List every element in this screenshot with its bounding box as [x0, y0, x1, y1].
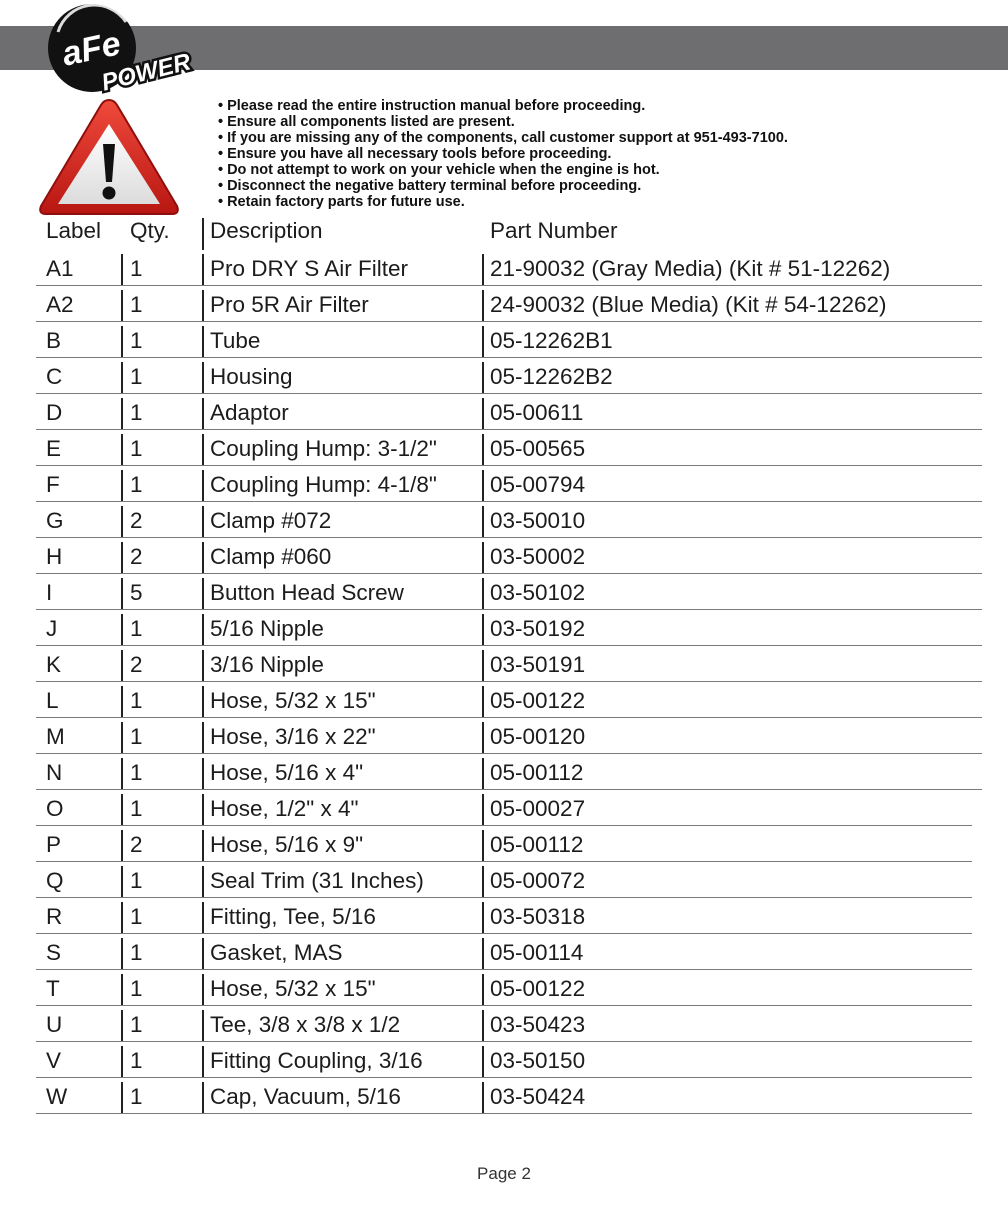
column-divider: [121, 326, 123, 357]
column-divider: [482, 902, 484, 933]
column-divider: [121, 362, 123, 393]
row-part-number: 24-90032 (Blue Media) (Kit # 54-12262): [490, 292, 887, 317]
table-row: [36, 466, 982, 502]
column-divider: [202, 794, 204, 825]
column-divider: [482, 254, 484, 285]
row-qty: 1: [130, 364, 143, 389]
row-part-number: 21-90032 (Gray Media) (Kit # 51-12262): [490, 256, 891, 281]
column-divider: [482, 470, 484, 501]
column-divider: [482, 758, 484, 789]
column-divider: [482, 542, 484, 573]
page-number: Page 2: [477, 1164, 531, 1183]
column-divider: [482, 290, 484, 321]
column-divider: [202, 542, 204, 573]
column-divider: [121, 254, 123, 285]
table-row: [36, 790, 972, 826]
row-description: Clamp #060: [210, 544, 332, 569]
row-label: A2: [46, 292, 74, 317]
column-divider: [121, 866, 123, 897]
column-divider: [482, 362, 484, 393]
table-row: [36, 646, 982, 682]
table-row: [36, 682, 982, 718]
column-divider: [202, 614, 204, 645]
row-description: Hose, 5/16 x 9": [210, 832, 364, 857]
table-row: [36, 970, 972, 1006]
table-row: [36, 1042, 972, 1078]
note-item: • Retain factory parts for future use.: [218, 194, 788, 210]
row-label: B: [46, 328, 62, 353]
row-description: Hose, 5/32 x 15": [210, 976, 376, 1001]
row-label: I: [46, 580, 53, 605]
row-qty: 1: [130, 1048, 143, 1073]
row-qty: 1: [130, 328, 143, 353]
column-divider: [121, 902, 123, 933]
column-divider: [202, 218, 204, 250]
column-divider: [482, 686, 484, 717]
row-label: Q: [46, 868, 64, 893]
row-part-number: 03-50192: [490, 616, 586, 641]
afe-power-logo: [46, 2, 196, 98]
row-part-number: 05-00565: [490, 436, 586, 461]
table-row: [36, 394, 982, 430]
column-divider: [482, 650, 484, 681]
column-divider: [482, 938, 484, 969]
column-divider: [121, 974, 123, 1005]
row-part-number: 05-00114: [490, 940, 584, 965]
row-label: W: [46, 1084, 68, 1109]
note-item: • Do not attempt to work on your vehicle when the engine is hot.: [218, 162, 788, 178]
row-label: R: [46, 904, 63, 929]
row-part-number: 03-50102: [490, 580, 586, 605]
column-divider: [121, 614, 123, 645]
column-divider: [202, 902, 204, 933]
row-qty: 2: [130, 652, 143, 677]
row-label: L: [46, 688, 59, 713]
column-divider: [121, 578, 123, 609]
row-qty: 5: [130, 580, 143, 605]
column-divider: [202, 290, 204, 321]
row-description: Hose, 3/16 x 22": [210, 724, 376, 749]
row-description: Fitting, Tee, 5/16: [210, 904, 376, 929]
column-divider: [202, 686, 204, 717]
column-divider: [202, 722, 204, 753]
column-divider: [121, 434, 123, 465]
column-divider: [482, 722, 484, 753]
safety-notes: [218, 98, 788, 210]
row-qty: 1: [130, 904, 143, 929]
row-qty: 1: [130, 868, 143, 893]
row-qty: 1: [130, 976, 143, 1001]
parts-table: [36, 214, 982, 1114]
column-divider: [482, 794, 484, 825]
row-label: D: [46, 400, 63, 425]
table-row: [36, 898, 972, 934]
column-divider: [121, 1010, 123, 1041]
column-divider: [202, 830, 204, 861]
row-label: F: [46, 472, 60, 497]
table-row: [36, 358, 982, 394]
column-divider: [202, 470, 204, 501]
row-description: Cap, Vacuum, 5/16: [210, 1084, 401, 1109]
row-description: Tee, 3/8 x 3/8 x 1/2: [210, 1012, 401, 1037]
column-divider: [121, 1046, 123, 1077]
column-divider: [482, 614, 484, 645]
column-divider: [121, 506, 123, 537]
row-part-number: 03-50002: [490, 544, 586, 569]
row-description: Coupling Hump: 4-1/8": [210, 472, 437, 497]
row-description: Pro 5R Air Filter: [210, 292, 369, 317]
row-qty: 2: [130, 832, 143, 857]
column-divider: [482, 830, 484, 861]
row-qty: 1: [130, 1084, 143, 1109]
column-divider: [482, 1046, 484, 1077]
note-item: • Ensure all components listed are present.: [218, 114, 788, 130]
column-divider: [482, 866, 484, 897]
row-description: Hose, 5/32 x 15": [210, 688, 376, 713]
row-part-number: 03-50424: [490, 1084, 586, 1109]
column-divider: [482, 1082, 484, 1113]
column-divider: [482, 398, 484, 429]
table-row: [36, 754, 982, 790]
row-part-number: 03-50318: [490, 904, 586, 929]
table-row: [36, 934, 972, 970]
row-qty: 1: [130, 724, 143, 749]
row-label: J: [46, 616, 58, 641]
row-qty: 1: [130, 292, 143, 317]
column-divider: [202, 362, 204, 393]
column-divider: [202, 506, 204, 537]
row-part-number: 05-00611: [490, 400, 584, 425]
column-divider: [202, 938, 204, 969]
column-divider: [202, 398, 204, 429]
row-label: T: [46, 976, 60, 1001]
logo-text-bottom: POWER: [98, 48, 194, 97]
column-divider: [202, 434, 204, 465]
header-qty: Qty.: [130, 218, 170, 243]
row-qty: 1: [130, 400, 143, 425]
row-part-number: 05-00794: [490, 472, 586, 497]
row-description: Button Head Screw: [210, 580, 404, 605]
row-label: E: [46, 436, 62, 461]
row-description: Pro DRY S Air Filter: [210, 256, 408, 281]
table-row: [36, 862, 972, 898]
row-part-number: 03-50423: [490, 1012, 586, 1037]
column-divider: [121, 290, 123, 321]
table-row: [36, 322, 982, 358]
note-item: • Please read the entire instruction manual before proceeding.: [218, 98, 788, 114]
row-label: V: [46, 1048, 62, 1073]
header-description: Description: [210, 218, 323, 243]
row-qty: 1: [130, 616, 143, 641]
column-divider: [482, 434, 484, 465]
column-divider: [202, 650, 204, 681]
note-item: • Disconnect the negative battery terminal before proceeding.: [218, 178, 788, 194]
table-row: [36, 538, 982, 574]
row-qty: 1: [130, 796, 143, 821]
row-description: Hose, 5/16 x 4": [210, 760, 364, 785]
row-part-number: 05-12262B1: [490, 328, 613, 353]
column-divider: [482, 506, 484, 537]
row-part-number: 05-00027: [490, 796, 586, 821]
column-divider: [121, 1082, 123, 1113]
row-part-number: 05-00122: [490, 688, 586, 713]
row-part-number: 03-50010: [490, 508, 586, 533]
row-label: U: [46, 1012, 63, 1037]
column-divider: [202, 974, 204, 1005]
column-divider: [482, 974, 484, 1005]
row-description: 5/16 Nipple: [210, 616, 324, 641]
row-label: C: [46, 364, 63, 389]
row-part-number: 05-00072: [490, 868, 586, 893]
column-divider: [202, 1046, 204, 1077]
row-part-number: 05-00112: [490, 832, 584, 857]
row-part-number: 03-50150: [490, 1048, 586, 1073]
table-row: [36, 1078, 972, 1114]
row-part-number: 05-00120: [490, 724, 586, 749]
row-qty: 2: [130, 508, 143, 533]
column-divider: [202, 866, 204, 897]
row-qty: 1: [130, 472, 143, 497]
row-part-number: 05-00122: [490, 976, 586, 1001]
row-description: Clamp #072: [210, 508, 332, 533]
column-divider: [482, 1010, 484, 1041]
row-label: O: [46, 796, 64, 821]
column-divider: [121, 794, 123, 825]
table-row: [36, 502, 982, 538]
table-row: [36, 286, 982, 322]
column-divider: [121, 830, 123, 861]
row-description: Adaptor: [210, 400, 289, 425]
row-label: K: [46, 652, 62, 677]
row-description: Housing: [210, 364, 293, 389]
column-divider: [202, 758, 204, 789]
note-item: • If you are missing any of the components, call customer support at 951-493-7100.: [218, 130, 788, 146]
row-description: Tube: [210, 328, 261, 353]
column-divider: [202, 1082, 204, 1113]
table-row: [36, 250, 982, 286]
column-divider: [121, 542, 123, 573]
table-row: [36, 430, 982, 466]
table-row: [36, 1006, 972, 1042]
row-label: M: [46, 724, 65, 749]
row-label: A1: [46, 256, 74, 281]
column-divider: [121, 650, 123, 681]
row-description: Hose, 1/2" x 4": [210, 796, 359, 821]
row-description: 3/16 Nipple: [210, 652, 324, 677]
row-qty: 1: [130, 256, 143, 281]
logo-text-top: aFe: [58, 24, 124, 74]
row-label: N: [46, 760, 63, 785]
column-divider: [202, 1010, 204, 1041]
row-description: Coupling Hump: 3-1/2": [210, 436, 437, 461]
row-qty: 1: [130, 1012, 143, 1037]
row-description: Seal Trim (31 Inches): [210, 868, 424, 893]
header-part-number: Part Number: [490, 218, 618, 243]
column-divider: [482, 326, 484, 357]
column-divider: [121, 398, 123, 429]
row-qty: 1: [130, 760, 143, 785]
column-divider: [202, 578, 204, 609]
column-divider: [202, 254, 204, 285]
table-row: [36, 826, 972, 862]
note-item: • Ensure you have all necessary tools before proceeding.: [218, 146, 788, 162]
row-description: Fitting Coupling, 3/16: [210, 1048, 423, 1073]
column-divider: [121, 758, 123, 789]
row-qty: 1: [130, 436, 143, 461]
table-row: [36, 610, 982, 646]
table-header: [36, 214, 982, 250]
column-divider: [121, 470, 123, 501]
column-divider: [482, 578, 484, 609]
row-part-number: 05-12262B2: [490, 364, 613, 389]
warning-triangle-icon: [36, 96, 182, 218]
row-qty: 2: [130, 544, 143, 569]
row-qty: 1: [130, 940, 143, 965]
table-row: [36, 718, 982, 754]
row-label: G: [46, 508, 64, 533]
table-row: [36, 574, 982, 610]
row-description: Gasket, MAS: [210, 940, 343, 965]
column-divider: [202, 326, 204, 357]
row-part-number: 03-50191: [490, 652, 586, 677]
row-part-number: 05-00112: [490, 760, 584, 785]
row-label: S: [46, 940, 62, 965]
column-divider: [121, 686, 123, 717]
column-divider: [121, 722, 123, 753]
row-label: P: [46, 832, 62, 857]
row-qty: 1: [130, 688, 143, 713]
header-label: Label: [46, 218, 102, 243]
row-label: H: [46, 544, 63, 569]
column-divider: [121, 938, 123, 969]
